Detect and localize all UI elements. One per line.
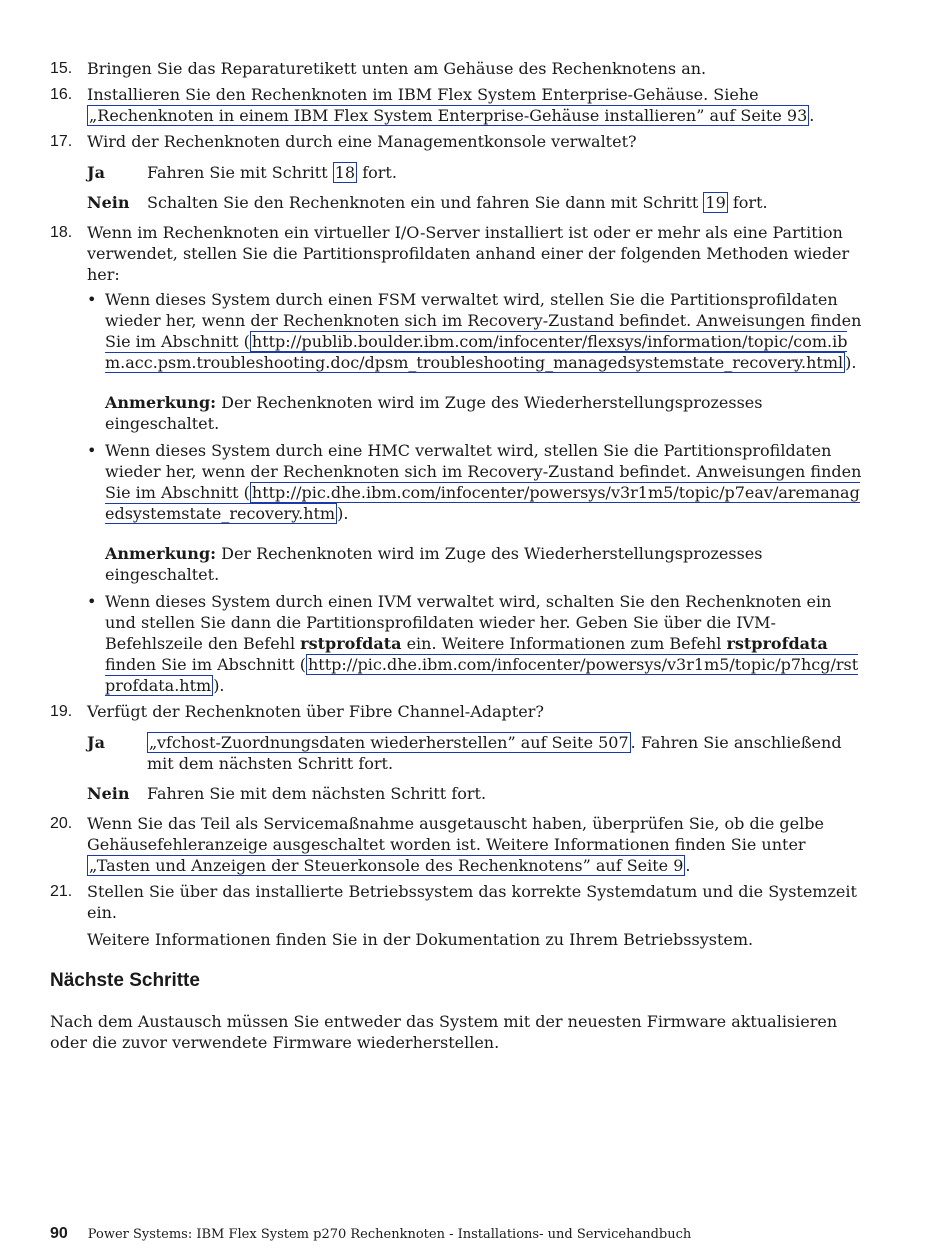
step-text-end: . xyxy=(685,856,691,875)
method-text-end: ). xyxy=(845,353,857,372)
command-name: rstprofdata xyxy=(726,634,828,653)
answer-list xyxy=(87,732,865,804)
step-20 xyxy=(50,813,865,876)
note-label: Anmerkung: xyxy=(105,393,217,412)
step-number: 18. xyxy=(50,224,73,241)
link-vfchost-restore[interactable]: „vfchost-Zuordnungsdaten wiederherstellen” auf Seite 507 xyxy=(149,733,629,752)
step-16 xyxy=(50,84,865,126)
link-fsm-recovery[interactable]: http://publib.boulder.ibm.com/infocenter/flexsys/information/topic/com.ibm.acc.psm.troubleshooting.doc/dpsm_troubleshooting_managedsystemstate_recovery.html xyxy=(105,332,848,372)
page-number: 90 xyxy=(50,1225,68,1242)
method-fsm xyxy=(87,289,865,434)
answer-text-part: Fahren Sie mit Schritt xyxy=(147,163,333,182)
step-21 xyxy=(50,881,865,950)
step-text: Installieren Sie den Rechenknoten im IBM Flex System Enterprise-Gehäuse. Siehe xyxy=(87,85,759,104)
answer-term: Nein xyxy=(87,193,130,212)
step-number: 19. xyxy=(50,703,73,720)
bullet-icon: • xyxy=(87,441,97,460)
method-text: Wenn dieses System durch einen FSM verwaltet wird, stellen Sie die Partitionsprofildaten wieder her, wenn der Rechenknoten sich im Recovery-Zustand befindet. Anweisungen finden Sie im Abschnitt ( xyxy=(105,290,862,351)
answer-text-end: fort. xyxy=(727,193,768,212)
answer-term: Ja xyxy=(87,163,105,182)
step-text: Stellen Sie über das installierte Betriebssystem das korrekte Systemdatum und die Systemzeit ein. xyxy=(87,882,857,922)
bullet-icon: • xyxy=(87,592,97,611)
method-text-part: ein. Weitere Informationen zum Befehl xyxy=(401,634,727,653)
step-followup: Weitere Informationen finden Sie in der Dokumentation zu Ihrem Betriebssystem. xyxy=(87,930,754,949)
section-heading: Nächste Schritte xyxy=(50,970,200,991)
answer-text-part: Schalten Sie den Rechenknoten ein und fahren Sie dann mit Schritt xyxy=(147,193,704,212)
answer-term: Ja xyxy=(87,733,105,752)
answer-nein xyxy=(87,783,865,804)
method-text-end: ). xyxy=(213,676,225,695)
page-footer xyxy=(50,1225,691,1243)
method-text-part: finden Sie im Abschnitt ( xyxy=(105,655,306,674)
answer-term: Nein xyxy=(87,784,130,803)
link-step-18[interactable]: 18 xyxy=(334,163,356,182)
step-17 xyxy=(50,131,865,213)
answer-ja xyxy=(87,162,865,183)
step-number: 21. xyxy=(50,883,73,900)
answer-text: Fahren Sie mit dem nächsten Schritt fort. xyxy=(147,784,487,803)
step-number: 15. xyxy=(50,60,73,77)
method-list xyxy=(87,289,865,696)
step-18 xyxy=(50,222,865,696)
note-label: Anmerkung: xyxy=(105,544,217,563)
link-hmc-recovery[interactable]: http://pic.dhe.ibm.com/infocenter/powersys/v3r1m5/topic/p7eav/aremanagedsystemstate_recovery.htm xyxy=(105,483,860,523)
method-text: Wenn dieses System durch eine HMC verwaltet wird, stellen Sie die Partitionsprofildaten wieder her, wenn der Rechenknoten sich im Recovery-Zustand befindet. Anweisungen finden Sie im Abschnitt ( xyxy=(105,441,862,502)
section-text: Nach dem Austausch müssen Sie entweder das System mit der neuesten Firmware aktualisieren oder die zuvor verwendete Firmware wiederherstellen. xyxy=(50,1012,838,1052)
bullet-icon: • xyxy=(87,290,97,309)
note-text: Der Rechenknoten wird im Zuge des Wiederherstellungsprozesses eingeschaltet. xyxy=(105,544,763,584)
method-ivm xyxy=(87,591,865,696)
footer-title: Power Systems: IBM Flex System p270 Rechenknoten - Installations- und Servicehandbuch xyxy=(87,1227,692,1242)
step-15 xyxy=(50,58,865,79)
link-control-panel[interactable]: „Tasten und Anzeigen der Steuerkonsole des Rechenknotens” auf Seite 9 xyxy=(89,856,684,875)
answer-text xyxy=(147,162,865,183)
method-hmc xyxy=(87,440,865,585)
method-text-end: ). xyxy=(337,504,349,523)
step-text-end: . xyxy=(809,106,815,125)
note xyxy=(105,543,865,585)
step-text: Wenn im Rechenknoten ein virtueller I/O-Server installiert ist oder er mehr als eine Partition verwendet, stellen Sie die Partitionsprofildaten anhand einer der folgenden Methoden wieder her: xyxy=(87,223,850,284)
step-number: 16. xyxy=(50,86,73,103)
answer-list xyxy=(87,162,865,213)
step-text: Bringen Sie das Reparaturetikett unten am Gehäuse des Rechenknotens an. xyxy=(87,59,707,78)
command-name: rstprofdata xyxy=(300,634,402,653)
note xyxy=(105,392,865,434)
step-number: 17. xyxy=(50,133,73,150)
answer-text-end: . Fahren Sie anschließend mit dem nächsten Schritt fort. xyxy=(147,733,842,773)
step-number: 20. xyxy=(50,815,73,832)
answer-nein xyxy=(87,192,865,213)
step-text: Wenn Sie das Teil als Servicemaßnahme ausgetauscht haben, überprüfen Sie, ob die gelbe Gehäusefehleranzeige ausgeschaltet worden ist. Weitere Informationen finden Sie unter xyxy=(87,814,824,854)
answer-text xyxy=(147,192,865,213)
link-install-node[interactable]: „Rechenknoten in einem IBM Flex System Enterprise-Gehäuse installieren” auf Seite 93 xyxy=(89,106,808,125)
answer-text xyxy=(147,732,865,774)
step-text: Verfügt der Rechenknoten über Fibre Channel-Adapter? xyxy=(87,702,544,721)
link-rstprofdata[interactable]: http://pic.dhe.ibm.com/infocenter/powersys/v3r1m5/topic/p7hcg/rstprofdata.htm xyxy=(105,655,859,695)
document-page xyxy=(50,58,865,1053)
answer-ja xyxy=(87,732,865,774)
link-step-19[interactable]: 19 xyxy=(705,193,726,212)
answer-text-end: fort. xyxy=(357,163,397,182)
method-text: Wenn dieses System durch einen IVM verwaltet wird, schalten Sie den Rechenknoten ein und stellen Sie dann die Partitionsprofildaten wieder her. Geben Sie über die IVM-Befehlszeile den Befehl xyxy=(105,592,832,653)
note-text: Der Rechenknoten wird im Zuge des Wiederherstellungsprozesses eingeschaltet. xyxy=(105,393,763,433)
step-19 xyxy=(50,701,865,804)
step-text: Wird der Rechenknoten durch eine Managementkonsole verwaltet? xyxy=(87,132,637,151)
